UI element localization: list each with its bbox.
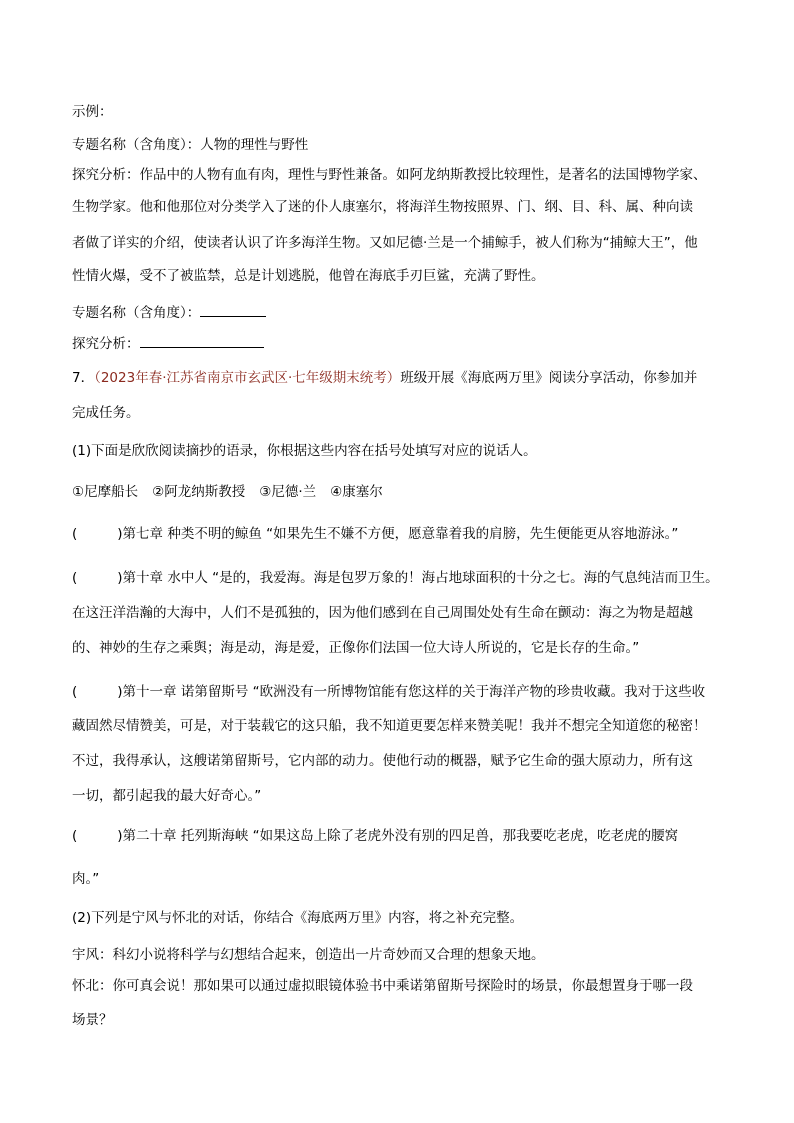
option-item: ③尼德·兰 (259, 484, 317, 500)
topic-answer-blank[interactable] (200, 302, 266, 317)
question-7-stem-cont: 完成任务。 (72, 405, 140, 421)
option-item: ①尼摩船长 (72, 484, 139, 500)
example-analysis-line: 生物学家。他和他那位对分类学入了迷的仆人康塞尔，将海洋生物按照界、门、纲、目、科、属、种向读 (72, 199, 693, 215)
topic-blank-label: 专题名称（含角度）： (72, 305, 201, 321)
quote-text: )第七章 种类不明的鲸鱼 “如果先生不嫌不方便，愿意靠着我的肩膀，先生便能更从容地游泳。” (117, 526, 679, 542)
example-analysis-line: 探究分析：作品中的人物有血有肉，理性与野性兼备。如阿龙纳斯教授比较理性，是著名的法国博物学家、 (72, 167, 707, 183)
question-source: （2023年春·江苏省南京市玄武区·七年级期末统考） (94, 370, 401, 386)
dialogue-line: 宇风：科幻小说将科学与幻想结合起来，创造出一片奇妙而又合理的想象天地。 (72, 947, 545, 963)
question-stem: 班级开展《海底两万里》阅读分享活动，你参加并 (400, 370, 698, 386)
quote-line: 肉。” (72, 871, 100, 887)
topic-answer-line (72, 302, 266, 323)
analysis-answer-blank[interactable] (140, 333, 264, 348)
quote-line (72, 524, 678, 544)
option-list (72, 482, 397, 502)
answer-paren-open: ( (72, 570, 78, 586)
answer-paren-open: ( (72, 526, 78, 542)
quote-line: 的、神妙的生存之乘舆；海是动，海是爱，正像你们法国一位大诗人所说的，它是长存的生命。” (72, 640, 640, 656)
example-analysis-line: 性情火爆，受不了被监禁，总是计划逃脱，他曾在海底手刃巨鲨，充满了野性。 (72, 268, 545, 284)
answer-paren-open: ( (72, 684, 78, 700)
quote-line (72, 568, 719, 588)
quote-line: 不过，我得承认，这艘诺第留斯号，它内部的动力。使他行动的概器，赋予它生命的强大原动力，所有这 (72, 753, 693, 769)
subquestion-1: (1)下面是欣欣阅读摘抄的语录，你根据这些内容在括号处填写对应的说话人。 (72, 443, 537, 459)
dialogue-line: 怀北：你可真会说！那如果可以通过虚拟眼镜体验书中乘诺第留斯号探险时的场景，你最想置身于哪一段 (72, 978, 693, 994)
quote-line (72, 826, 678, 846)
analysis-blank-label: 探究分析： (72, 336, 140, 352)
quote-text: )第二十章 托列斯海峡 “如果这岛上除了老虎外没有别的四足兽，那我要吃老虎，吃老虎的腰窝 (117, 828, 679, 844)
quote-line: 藏固然尽情赞美，可是，对于装载它的这只船，我不知道更要怎样来赞美呢！我并不想完全知道您的秘密！ (72, 718, 707, 734)
quote-line: 在这汪洋浩瀚的大海中，人们不是孤独的，因为他们感到在自己周围处处有生命在颤动：海之为物是超越 (72, 605, 693, 621)
analysis-answer-line (72, 333, 264, 354)
dialogue-line: 场景？ (72, 1012, 113, 1028)
quote-text: )第十一章 诺第留斯号 “欧洲没有一所博物馆能有您这样的关于海洋产物的珍贵收藏。我对于这些收 (117, 684, 706, 700)
subquestion-2: (2)下列是宁风与怀北的对话，你结合《海底两万里》内容，将之补充完整。 (72, 910, 524, 926)
example-label: 示例： (72, 104, 113, 120)
answer-paren-open: ( (72, 828, 78, 844)
question-number: 7． (72, 370, 95, 386)
example-topic-line: 专题名称（含角度）：人物的理性与野性 (72, 137, 309, 153)
option-item: ④康塞尔 (330, 484, 383, 500)
quote-line: 一切，都引起我的最大好奇心。” (72, 788, 262, 804)
quote-text: )第十章 水中人 “是的，我爱海。海是包罗万象的！海占地球面积的十分之七。海的气息纯洁而卫生。 (117, 570, 719, 586)
example-analysis-line: 者做了详实的介绍，使读者认识了许多海洋生物。又如尼德·兰是一个捕鲸手，被人们称为“捕鲸大王”，他 (72, 235, 698, 251)
quote-line (72, 682, 705, 702)
question-7-stem (72, 368, 697, 388)
option-item: ②阿龙纳斯教授 (152, 484, 246, 500)
